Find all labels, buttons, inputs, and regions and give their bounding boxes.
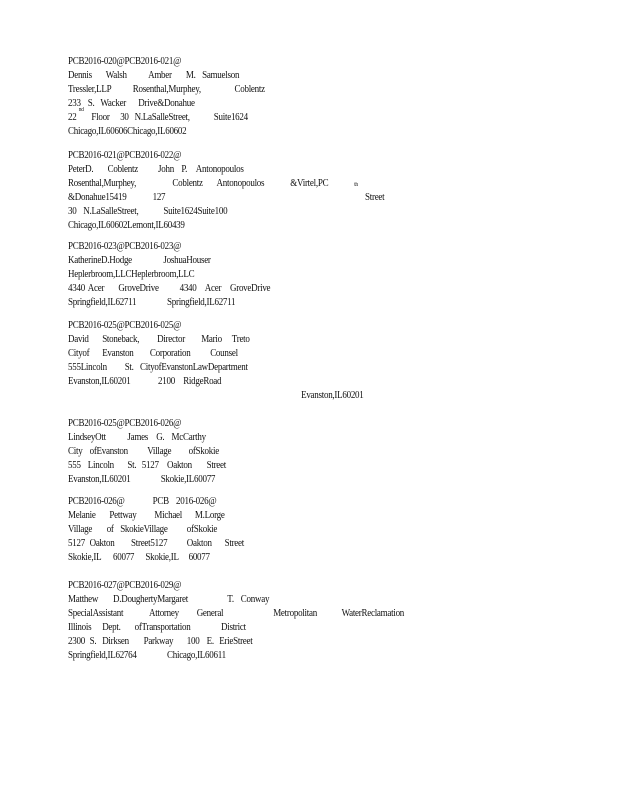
city xyxy=(68,375,536,389)
text: S. xyxy=(89,636,97,647)
text: Conway xyxy=(240,594,270,605)
text: PCB2016-026@ xyxy=(68,496,125,507)
text: 100 xyxy=(186,636,200,647)
names xyxy=(68,163,536,177)
text: RidgeRoad xyxy=(183,376,222,387)
text: Cityof xyxy=(68,348,90,359)
text: Acer xyxy=(204,283,222,294)
text: D.DoughertyMargaret xyxy=(113,594,188,605)
case-numbers xyxy=(68,495,536,509)
text: Village xyxy=(147,446,172,457)
street xyxy=(68,459,536,473)
text: Oakton xyxy=(186,538,212,549)
text: of xyxy=(106,524,114,535)
text: PCB2016-025@PCB2016-026@ xyxy=(68,418,182,429)
text: E. xyxy=(206,636,214,647)
text: Counsel xyxy=(210,348,238,359)
text: N.LaSalleStreet, xyxy=(83,206,139,217)
text: Wacker xyxy=(100,98,127,109)
text: St. xyxy=(127,460,137,471)
street xyxy=(68,205,536,219)
text: St. xyxy=(124,362,134,373)
text: SkokieVillage xyxy=(120,524,168,535)
text: Evanston,IL60201 xyxy=(68,474,131,485)
firms xyxy=(68,268,536,282)
text: PCB2016-027@PCB2016-029@ xyxy=(68,580,182,591)
text: Drive&Donahue xyxy=(138,98,195,109)
text: Evanston,IL60201 xyxy=(68,376,131,387)
text: LindseyOtt xyxy=(68,432,106,443)
text: John xyxy=(158,164,174,175)
text: JoshuaHouser xyxy=(163,255,211,266)
text: Dept. xyxy=(102,622,121,633)
city xyxy=(68,551,536,565)
text: 5127 xyxy=(68,538,85,549)
text: 30 xyxy=(68,206,77,217)
case-numbers xyxy=(68,149,536,163)
text: Director xyxy=(157,334,185,345)
text: ErieStreet xyxy=(219,636,253,647)
text: Tressler,LLP xyxy=(68,84,112,95)
text: M. xyxy=(185,70,196,81)
text: Rosenthal,Murphey, xyxy=(68,178,137,189)
firms xyxy=(68,177,536,191)
text: 4340 xyxy=(68,283,85,294)
text: Michael xyxy=(154,510,183,521)
text: Springfield,IL62711 xyxy=(68,297,137,308)
firms xyxy=(68,445,536,459)
text: &Donahue15419 xyxy=(68,192,127,203)
text: PeterD. xyxy=(68,164,94,175)
names xyxy=(68,593,536,607)
text: 2300 xyxy=(68,636,85,647)
text: Melanie xyxy=(68,510,96,521)
street xyxy=(68,621,536,635)
firms xyxy=(68,347,536,361)
text: ofTransportation xyxy=(134,622,191,633)
text: 233 xyxy=(68,98,81,109)
text: Heplerbroom,LLCHeplerbroom,LLC xyxy=(68,269,195,280)
service-entry-1 xyxy=(68,55,588,139)
text: GroveDrive xyxy=(118,283,159,294)
case-numbers xyxy=(68,417,536,431)
city xyxy=(68,219,536,233)
street xyxy=(68,282,536,296)
text: 127 xyxy=(152,192,166,203)
text: Dennis xyxy=(68,70,92,81)
text: Attorney xyxy=(149,608,179,619)
text: Springfield,IL62711 xyxy=(167,297,236,308)
service-entry-3 xyxy=(68,240,588,310)
text: Antonopoulos xyxy=(216,178,265,189)
text: Lincoln xyxy=(87,460,114,471)
text: Street xyxy=(224,538,244,549)
names xyxy=(68,333,536,347)
text: Suite1624Suite100 xyxy=(163,206,228,217)
text: GroveDrive xyxy=(230,283,271,294)
text: Evanston xyxy=(102,348,134,359)
text: Amber xyxy=(148,70,172,81)
text: James xyxy=(127,432,149,443)
text: Oakton xyxy=(89,538,115,549)
text: ofSkokie xyxy=(186,524,218,535)
text: Acer xyxy=(87,283,105,294)
text: Illinois xyxy=(68,622,92,633)
text: Rosenthal,Murphey, xyxy=(132,84,201,95)
case-numbers xyxy=(68,319,536,333)
text: Treto xyxy=(231,334,250,345)
text: Walsh xyxy=(105,70,127,81)
text: 555Lincoln xyxy=(68,362,107,373)
text: M.Lorge xyxy=(194,510,225,521)
firms xyxy=(68,607,536,621)
text: WaterReclamation xyxy=(341,608,405,619)
text: David xyxy=(68,334,89,345)
names xyxy=(68,431,536,445)
text: General xyxy=(196,608,224,619)
text: Skokie,IL xyxy=(68,552,102,563)
text: Chicago,IL60611 xyxy=(167,650,226,661)
text: ofSkokie xyxy=(188,446,219,457)
text: Matthew xyxy=(68,594,99,605)
text: 555 xyxy=(68,460,81,471)
text: 30 xyxy=(120,112,129,123)
text: 5127 xyxy=(141,460,159,471)
text: Chicago,IL60602Lemont,IL60439 xyxy=(68,220,185,231)
city xyxy=(68,296,536,310)
text: Springfield,IL62764 xyxy=(68,650,137,661)
text: ofEvanston xyxy=(89,446,128,457)
text: Antonopoulos xyxy=(195,164,244,175)
text: S. xyxy=(87,98,95,109)
street: &Donahue15419 127 th Street xyxy=(68,182,385,203)
city xyxy=(68,125,536,139)
text: City xyxy=(68,446,83,457)
text: PCB2016-021@PCB2016-022@ xyxy=(68,150,182,161)
service-entry-6 xyxy=(68,495,588,565)
text: Coblentz xyxy=(172,178,203,189)
text: PCB xyxy=(152,496,169,507)
names xyxy=(68,69,536,83)
text: Metropolitan xyxy=(273,608,317,619)
service-entry-7 xyxy=(68,579,588,663)
city xyxy=(68,473,536,487)
city xyxy=(68,649,536,663)
text: Street5127 xyxy=(131,538,168,549)
text: Dirksen xyxy=(102,636,129,647)
text: 2100 xyxy=(158,376,175,387)
text: Skokie,IL60077 xyxy=(160,474,216,485)
text: Stoneback, xyxy=(102,334,140,345)
firms xyxy=(68,83,536,97)
street xyxy=(68,97,536,111)
names xyxy=(68,254,536,268)
case-numbers xyxy=(68,240,536,254)
text: Mario xyxy=(201,334,222,345)
names xyxy=(68,509,536,523)
service-entry-2 xyxy=(68,149,588,233)
text: PCB2016-025@PCB2016-025@ xyxy=(68,320,182,331)
case-numbers xyxy=(68,55,536,69)
service-entry-4 xyxy=(68,319,588,403)
text: T. xyxy=(227,594,234,605)
text: PCB2016-023@PCB2016-023@ xyxy=(68,241,182,252)
street xyxy=(68,537,536,551)
text: 4340 xyxy=(179,283,197,294)
street: 22 nd Floor 30 N.LaSalleStreet, Suite1624 xyxy=(68,107,248,123)
text: Suite1624 xyxy=(213,112,248,123)
text: Evanston,IL60201 xyxy=(301,390,364,401)
text: Street xyxy=(206,460,226,471)
text: McCarthy xyxy=(171,432,206,443)
text: SpecialAssistant xyxy=(68,608,124,619)
text: Oakton xyxy=(167,460,192,471)
text: Coblentz xyxy=(107,164,138,175)
text: Village xyxy=(68,524,93,535)
firms xyxy=(68,523,536,537)
text: 2016-026@ xyxy=(176,496,217,507)
text: Chicago,IL60606Chicago,IL60602 xyxy=(68,126,187,137)
text: 22 xyxy=(68,112,77,123)
text: CityofEvanstonLawDepartment xyxy=(140,362,248,373)
text: Street xyxy=(365,192,385,203)
text: P. xyxy=(181,164,188,175)
text: Floor xyxy=(91,112,110,123)
street xyxy=(68,635,536,649)
text: Pettway xyxy=(109,510,137,521)
text: Samuelson xyxy=(202,70,240,81)
text: Coblentz xyxy=(234,84,265,95)
text: Skokie,IL xyxy=(145,552,179,563)
text: PCB2016-020@PCB2016-021@ xyxy=(68,56,182,67)
text: KatherineD.Hodge xyxy=(68,255,132,266)
case-numbers xyxy=(68,579,536,593)
city xyxy=(68,389,536,403)
text: &Virtel,PC xyxy=(290,178,329,189)
text: District xyxy=(221,622,246,633)
street xyxy=(68,361,536,375)
service-entry-5 xyxy=(68,417,588,487)
text: G. xyxy=(156,432,165,443)
text: Parkway xyxy=(143,636,174,647)
text: Corporation xyxy=(149,348,191,359)
text: 60077 xyxy=(188,552,210,563)
text: 60077 xyxy=(113,552,135,563)
text: N.LaSalleStreet, xyxy=(134,112,190,123)
